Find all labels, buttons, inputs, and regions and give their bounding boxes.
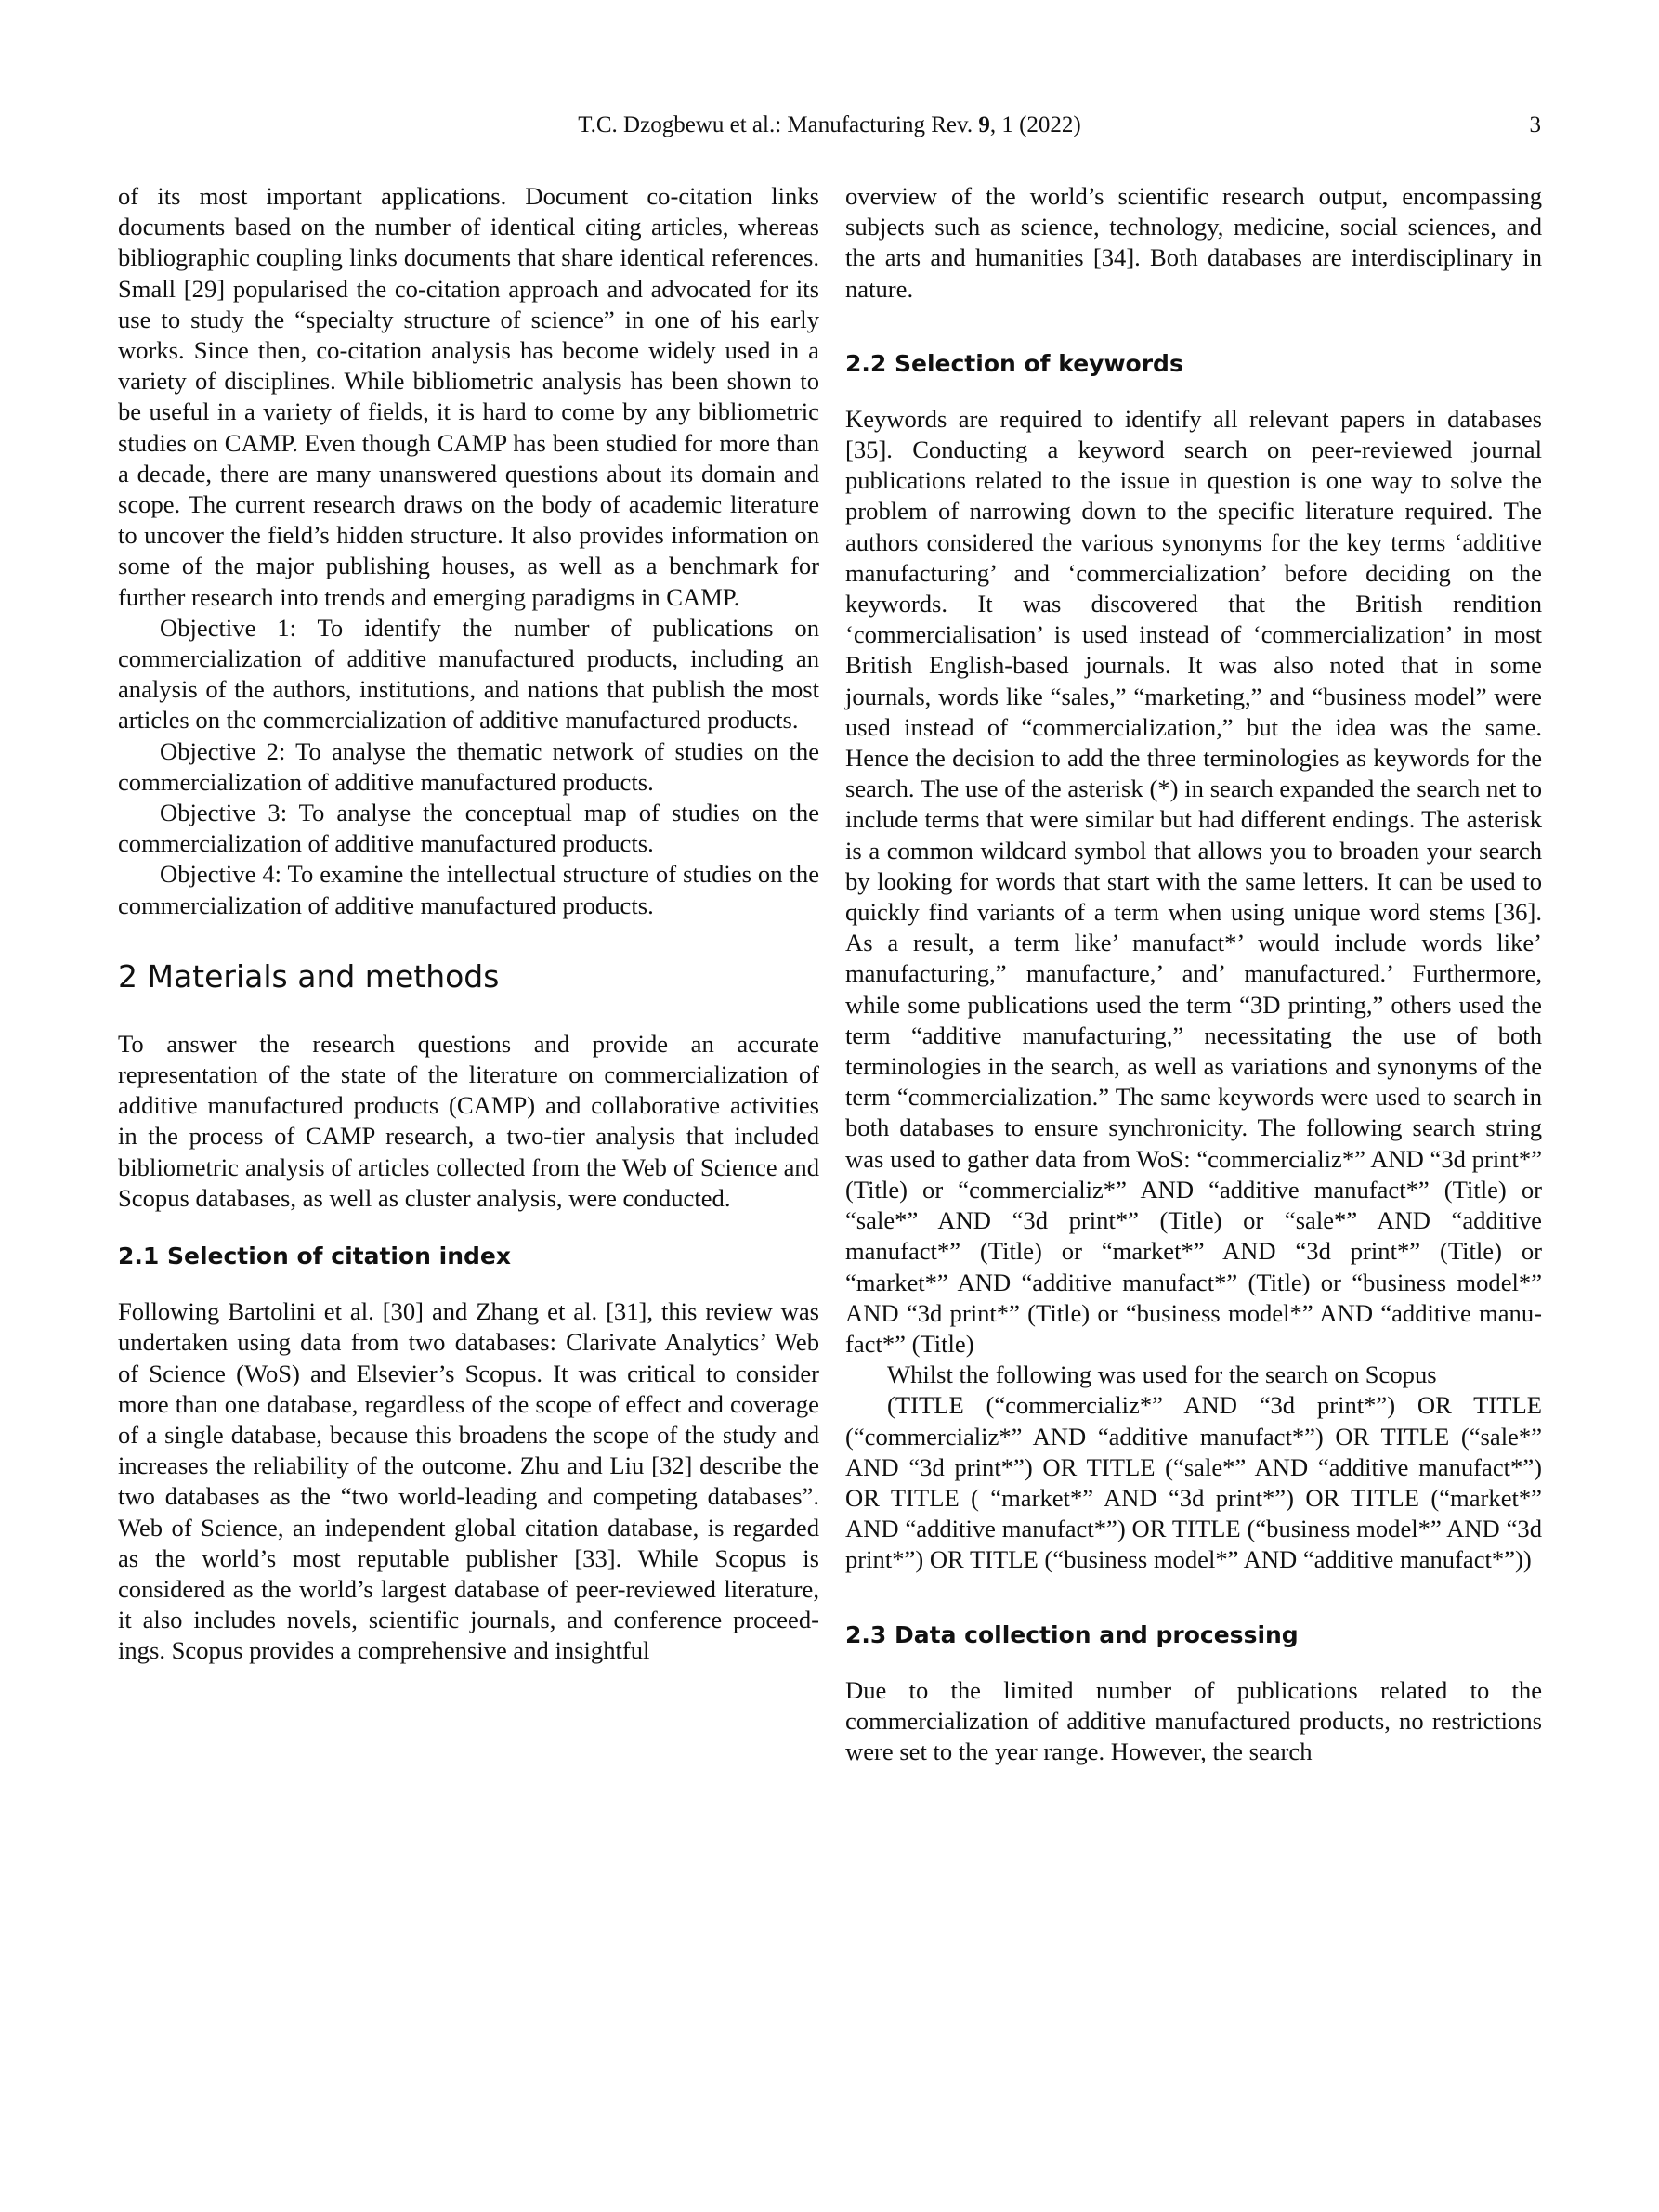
running-head-authors-journal: T.C. Dzogbewu et al.: Manufacturing Rev. xyxy=(578,112,979,137)
section-2-heading: 2 Materials and methods xyxy=(118,957,500,995)
objective-3: Objective 3: To analyse the conceptual map of studies on the commercialization of additive manufactured products. xyxy=(118,799,819,858)
objective-4: Objective 4: To examine the intellectual structure of studies on the commercialization of additive manufactured products. xyxy=(118,860,819,919)
objective-1: Objective 1: To identify the number of publications on commercialization of additive manufactured products, including an analysis of the authors, institutions, and nations that publish the most articles on the commercialization of additive manufactured products. xyxy=(118,613,819,735)
scopus-search-string: (TITLE (“commercializ*” AND “3d print*”) OR TITLE (“commercializ*” AND “additive manufact*”) OR TITLE (“sale*” AND “3d print*”) OR TITLE (“sale*” AND “additive manufact*”) OR TITLE ( “market*” AND “3d print*”) OR TITLE (“market*” AND “additive manufact*”) OR TITLE (“business model*” AND “3d print*”) OR TITLE (“business model*” AND “additive manufact*”)) xyxy=(845,1391,1542,1574)
section-2-paragraph: To answer the research questions and provide an accurate representation of the state of the literature on commercialization of additive manufactured products (CAMP) and collaborative activities in the process of CAMP research, a two-tier analysis that included bibliometric analysis of articles collected from the Web of Science and Scopus databases, as well as cluster analysis, were conducted. xyxy=(118,1029,819,1212)
running-head-citation xyxy=(0,110,1659,141)
page-number: 3 xyxy=(1529,112,1541,137)
intro-continuation-paragraph: of its most important applications. Document co-citation links documents based on the number of identical citing articles, whereas bibliographic coupling links documents that share identical references. Small [29] popularised the co-citation approach and advocated for its use to study the “specialty structure of science” in one of his early works. Since then, co-citation analysis has become widely used in a variety of disciplines. While bibliometric analysis has been shown to be useful in a variety of fields, it is hard to come by any bibliometric studies on CAMP. Even though CAMP has been studied for more than a decade, there are many unanswered questions about its domain and scope. The current research draws on the body of academic literature to uncover the field’s hidden structure. It also provides information on some of the major publishing houses, as well as a benchmark for further research into trends and emerging paradigms in CAMP. xyxy=(118,182,819,611)
section-2-1-paragraph: Following Bartolini et al. [30] and Zhang et al. [31], this review was undertaken using data from two databases: Clarivate Analytics’ Web of Science (WoS) and Elsevier’s Scopus. It was critical to consider more than one database, regardless of the scope of effect and coverage of a single database, because this broadens the scope of the study and increases the reliability of the outcome. Zhu and Liu [32] describe the two databases as the “two world-leading and competing databases”. Web of Science, an independent global citation database, is regarded as the world’s most reputable publisher [33]. While Scopus is considered as the world’s largest database of peer-reviewed literature, it also includes novels, scientific journals, and conference proceedings. Scopus provides a comprehensive and insightful xyxy=(118,1297,819,1665)
section-2-2-heading: 2.2 Selection of keywords xyxy=(845,349,1183,377)
objective-2: Objective 2: To analyse the thematic network of studies on the commercialization of additive manufactured products. xyxy=(118,736,819,796)
databases-continuation-paragraph: overview of the world’s scientific research output, encompassing subjects such as science, technology, medicine, social sciences, and the arts and humanities [34]. Both databases are interdisciplinary in nature. xyxy=(845,182,1542,303)
running-head xyxy=(0,110,1659,141)
section-2-3-paragraph: Due to the limited number of publications related to the commercialization of additive manufactured products, no restrictions were set to the year range. However, the search xyxy=(845,1675,1542,1765)
running-head-issue-year: , 1 (2022) xyxy=(989,112,1081,137)
section-2-1-heading: 2.1 Selection of citation index xyxy=(118,1243,511,1270)
section-2-2-paragraph: Keywords are required to identify all relevant papers in databases [35]. Conducting a keyword search on peer-reviewed journal publications related to the issue in question is one way to solve the problem of narrowing down to the specific literature required. The authors considered the various synonyms for the key terms ‘additive manufacturing’ and ‘commercialization’ before deciding on the keywords. It was discovered that the British rendition ‘commercialisation’ is used instead of ‘commercialization’ in most British English-based journals. It was also noted that in some journals, words like “sales,” “marketing,” and “business model” were used instead of “commercialization,” but the idea was the same. Hence the decision to add the three terminologies as keywords for the search. The use of the asterisk (*) in search expanded the search net to include terms that were similar but had different endings. The asterisk is a common wildcard symbol that allows you to broaden your search by looking for words that start with the same letters. It can be used to quickly find variants of a term when using unique word stems [36]. As a result, a term like’ manufact*’ would include words like’ manufacturing,” manufacture,’ and’ manufactured.’ Furthermore, while some publications used the term “3D printing,” others used the term “additive manufacturing,” necessitating the use of both terminologies in the search, as well as variations and synonyms of the term “commercialization.” The same keywords were used to search in both databases to ensure synchronicity. The following search string was used to gather data from WoS: “commercializ*” AND “3d print*” (Title) or “commercializ*” AND “additive manufact*” (Title) or “sale*” AND “3d print*” (Title) or “sale*” AND “additive manufact*” (Title) or “market*” AND “3d print*” (Title) or “market*” AND “additive manufact*” (Title) or “business model*” AND “3d print*” (Title) or “business model*” AND “additive manufact*” (Title) xyxy=(845,404,1542,1358)
left-column xyxy=(118,181,819,1667)
running-head-volume: 9 xyxy=(978,112,990,137)
section-2-3-heading: 2.3 Data collection and processing xyxy=(845,1620,1299,1648)
right-column xyxy=(845,181,1542,1767)
scopus-intro: Whilst the following was used for the search on Scopus xyxy=(887,1360,1437,1389)
